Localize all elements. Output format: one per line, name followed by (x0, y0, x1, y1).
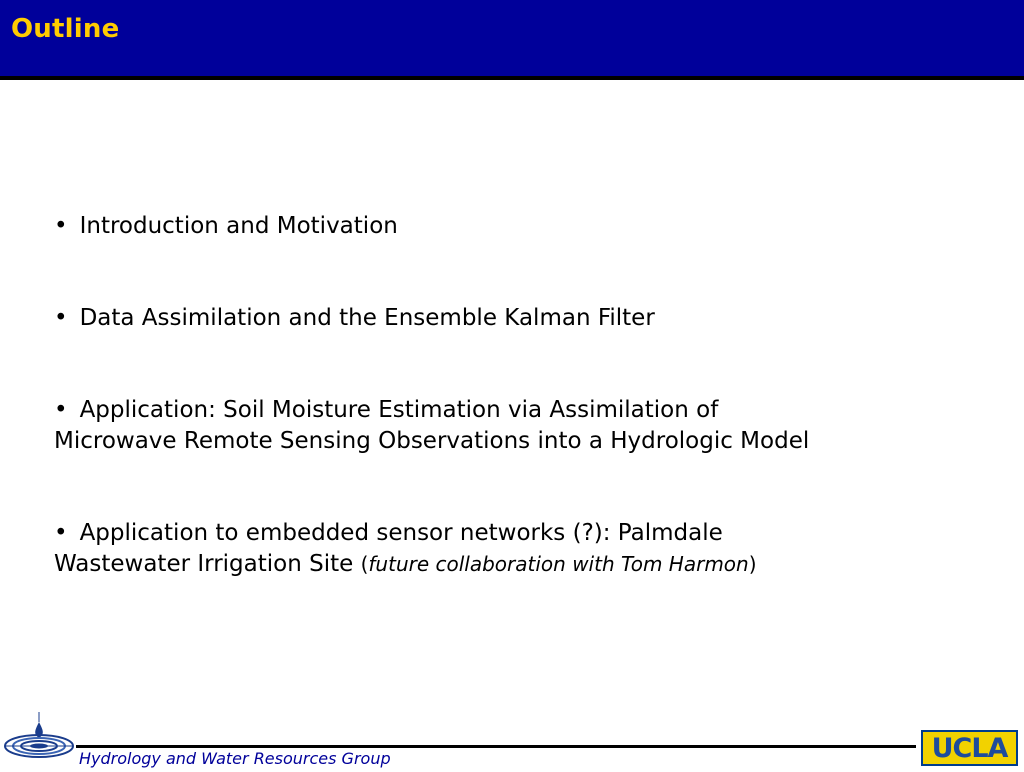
bullet-text-line1: Application: Soil Moisture Estimation via Assimilation of (79, 397, 719, 423)
bullet-item-intro (54, 211, 954, 242)
bullet-item-soil-moisture (54, 395, 954, 457)
header-divider (0, 76, 1024, 80)
collaboration-note: future collaboration with Tom Harmon (368, 552, 749, 576)
bullet-item-data-assimilation (54, 303, 954, 334)
bullet-text-line1: Application to embedded sensor networks (?): Palmdale (79, 520, 723, 546)
bullet-text-line2: Wastewater Irrigation Site (54, 551, 354, 577)
bullet-item-sensor-networks (54, 518, 954, 580)
ucla-logo-text: UCLA (931, 732, 1008, 764)
bullet-marker: • (54, 213, 68, 239)
bullet-marker: • (54, 520, 68, 546)
bullet-marker: • (54, 397, 68, 423)
note-close-paren: ) (748, 552, 757, 576)
note-open-paren: ( (360, 552, 369, 576)
bullet-text-line2: Microwave Remote Sensing Observations into a Hydrologic Model (54, 428, 810, 454)
bullet-text: Data Assimilation and the Ensemble Kalman Filter (79, 305, 655, 331)
slide-title: Outline (11, 14, 120, 44)
bullet-text: Introduction and Motivation (79, 213, 398, 239)
footer-divider (76, 745, 916, 748)
slide-header (0, 0, 1024, 76)
footer-group-name: Hydrology and Water Resources Group (79, 749, 391, 768)
ucla-logo (921, 730, 1018, 766)
bullet-marker: • (54, 305, 68, 331)
water-drop-ripples-icon (2, 712, 76, 768)
